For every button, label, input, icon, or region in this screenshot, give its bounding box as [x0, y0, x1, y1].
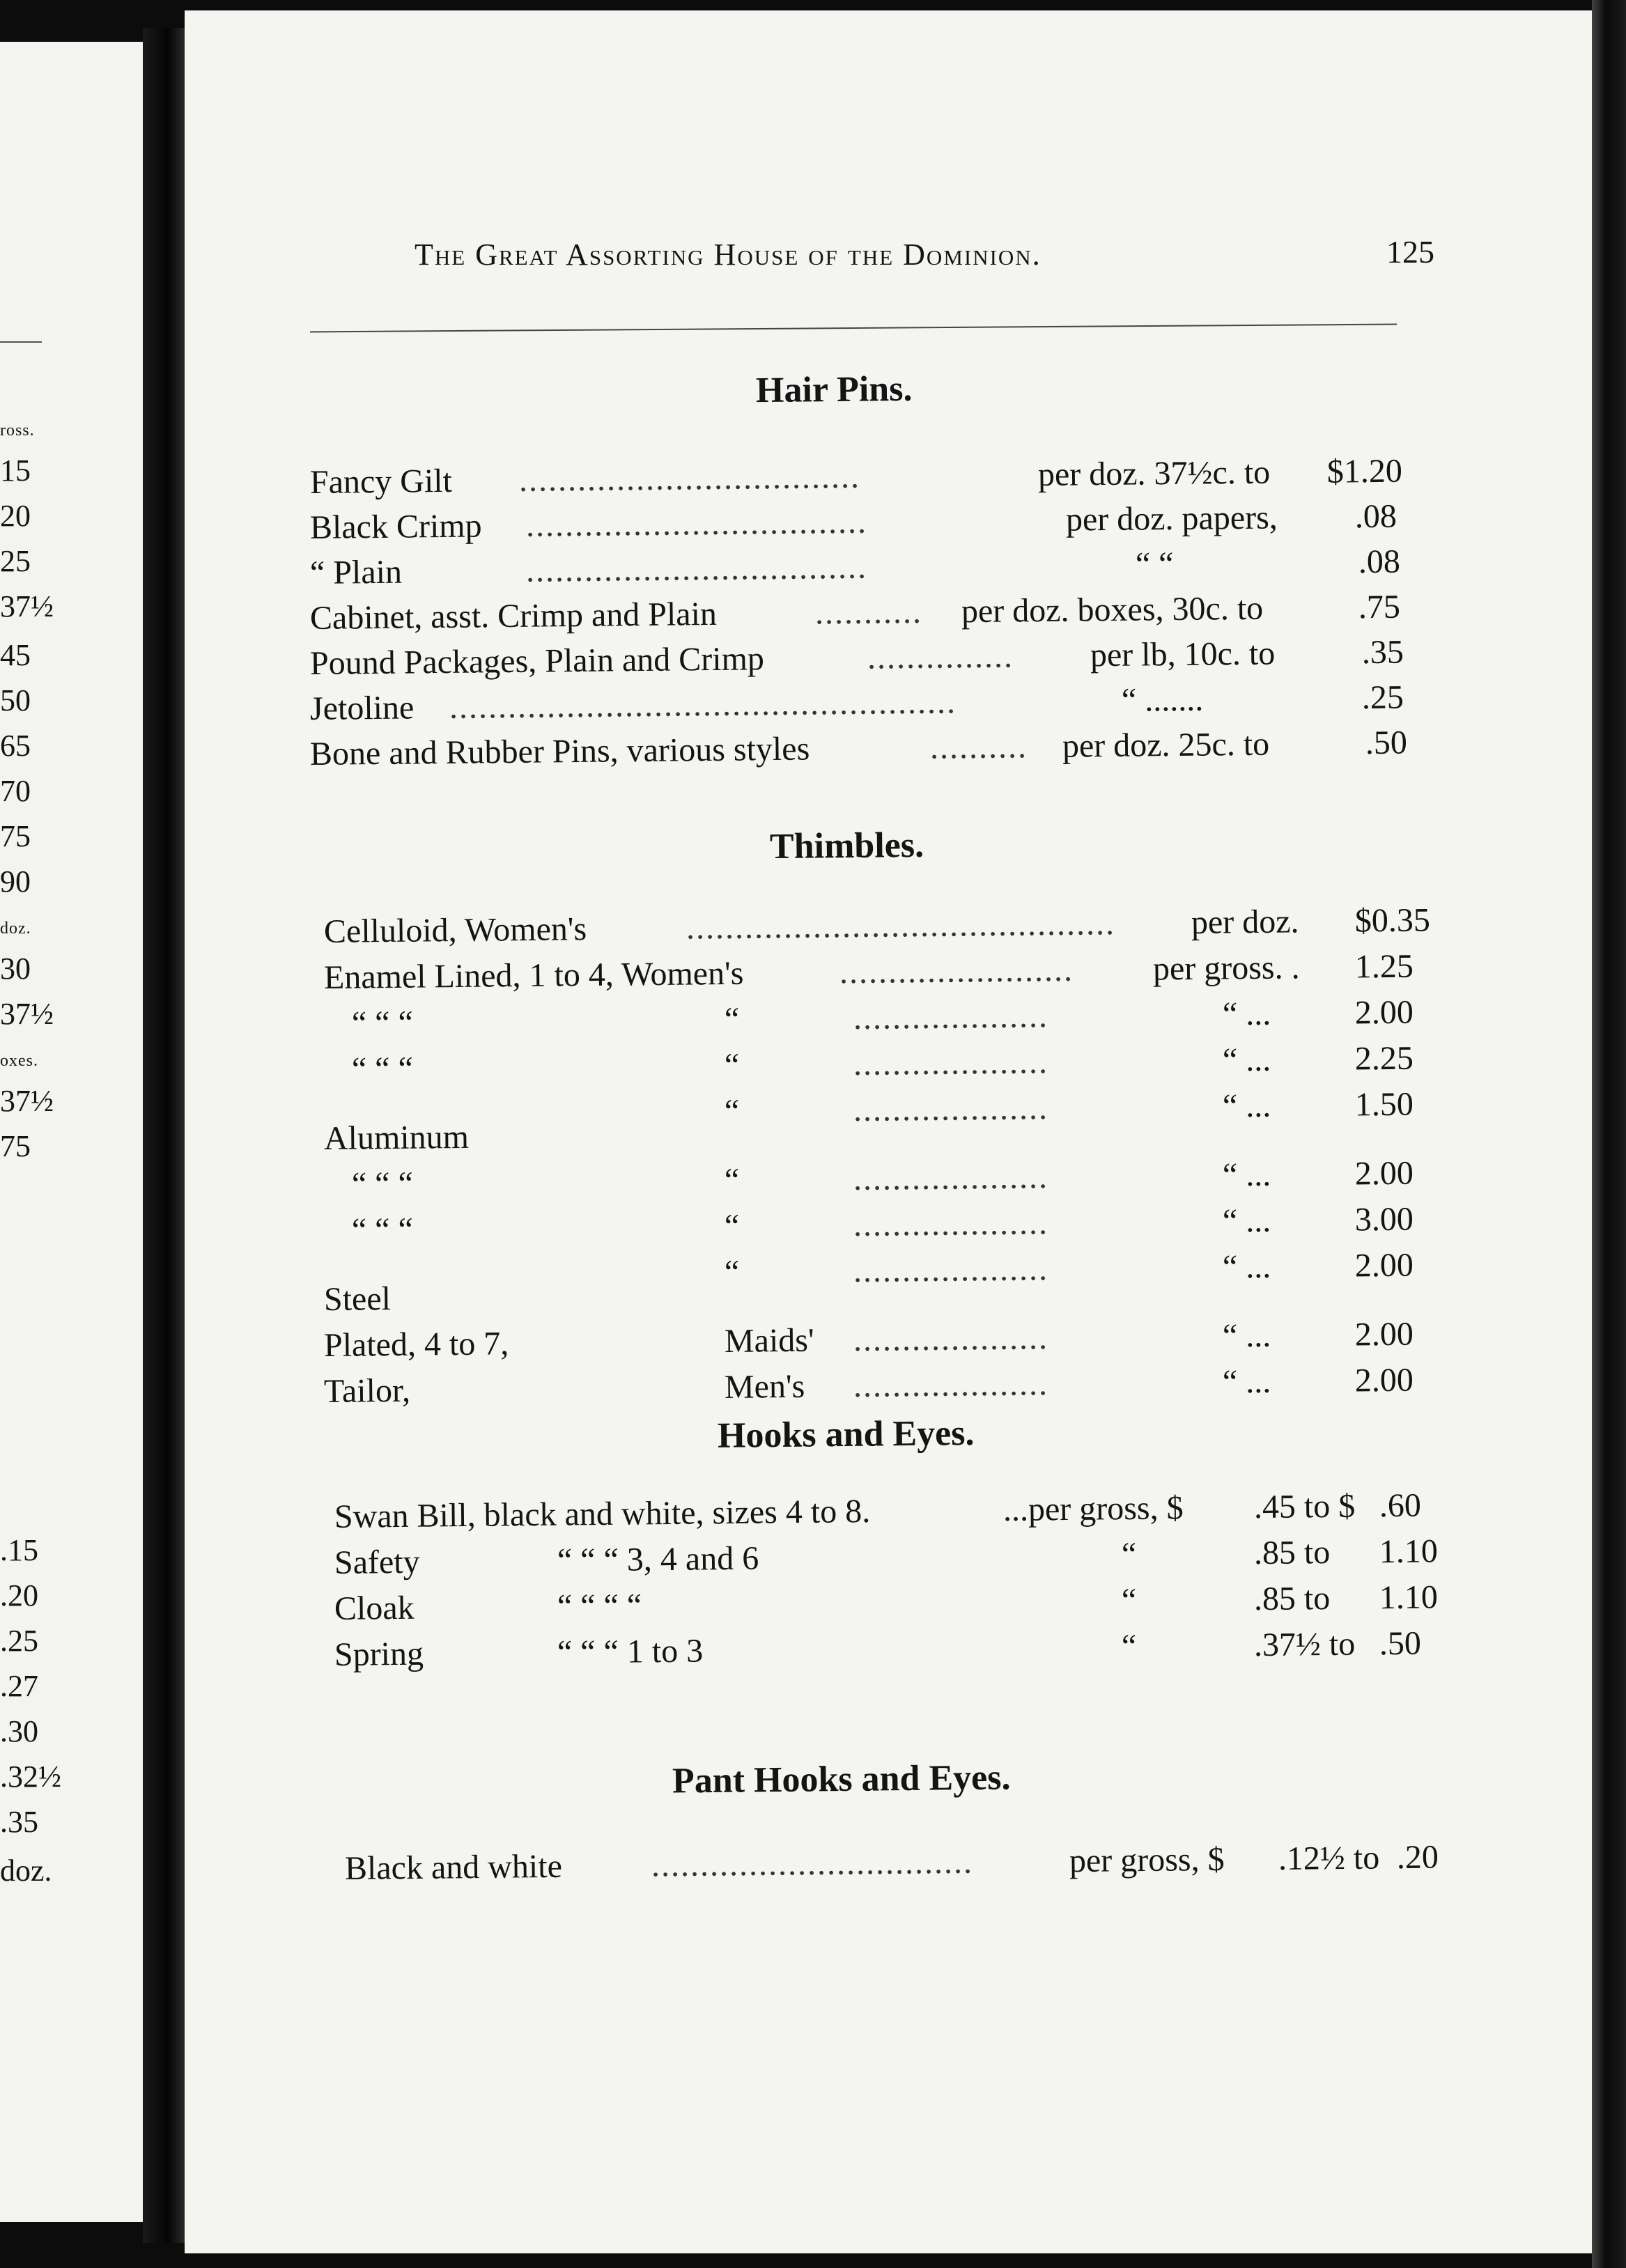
facing-page-value: .27 — [0, 1669, 38, 1703]
item-price: 2.00 — [1354, 1361, 1414, 1399]
item-unit: “ ... — [1222, 1041, 1271, 1079]
facing-page-value: 37½ — [0, 997, 54, 1031]
item-name: Cloak — [334, 1589, 415, 1627]
facing-page-edge — [0, 42, 143, 2222]
leader-dots: ............................................ — [686, 905, 1116, 947]
facing-page-value: .20 — [0, 1578, 38, 1613]
leader-dots: ................................... — [525, 503, 868, 544]
facing-page-value: 45 — [0, 638, 31, 672]
item-name: Spring — [334, 1635, 424, 1673]
facing-page-value: oxes. — [0, 1052, 38, 1070]
facing-page-value: doz. — [0, 1854, 52, 1888]
item-name: Black and white — [344, 1847, 563, 1887]
item-price: 2.00 — [1354, 1246, 1414, 1284]
item-name: Jetoline — [309, 689, 415, 727]
price-to: 1.10 — [1379, 1578, 1439, 1617]
facing-page-value: 50 — [0, 683, 31, 717]
facing-page-value: .15 — [0, 1533, 38, 1567]
item-price: 2.00 — [1354, 1154, 1414, 1193]
book-edge — [1592, 0, 1626, 2268]
item-name: Steel — [323, 1280, 392, 1318]
item-unit: per doz. boxes, 30c. to — [961, 589, 1264, 630]
facing-page-value: 25 — [0, 544, 31, 578]
item-unit: per doz. 25c. to — [1062, 725, 1270, 765]
item-unit: per gross, $ — [1069, 1840, 1225, 1880]
item-price: .25 — [1361, 678, 1404, 717]
item-unit: “ — [1121, 1627, 1137, 1665]
item-price: 2.00 — [1354, 993, 1414, 1032]
item-price: 1.25 — [1354, 947, 1414, 986]
item-name: Celluloid, Women's — [323, 910, 587, 950]
leader-dots: ............... — [867, 637, 1014, 676]
facing-page-value: 65 — [0, 729, 31, 763]
item-variant: “ — [724, 1092, 740, 1130]
leader-dots: .................... — [853, 997, 1049, 1037]
item-price: .75 — [1358, 588, 1401, 626]
item-variant: “ — [724, 1000, 740, 1038]
item-unit: “ “ — [1135, 545, 1174, 583]
facing-page-value: doz. — [0, 919, 31, 938]
facing-page-value: .30 — [0, 1714, 38, 1748]
leader-dots: .................... — [853, 1204, 1049, 1244]
item-name: Pound Packages, Plain and Crimp — [309, 640, 765, 682]
item-unit: “ — [1121, 1535, 1137, 1574]
facing-page-value: 15 — [0, 453, 31, 488]
item-variant: “ — [724, 1253, 740, 1291]
leader-dots: ................................... — [518, 458, 861, 499]
item-price: $1.20 — [1326, 452, 1403, 490]
price-to: .60 — [1379, 1486, 1422, 1525]
facing-page-value: ross. — [0, 421, 35, 440]
leader-dots: ........... — [814, 593, 923, 632]
section-title-thimbles: Thimbles. — [769, 825, 924, 867]
facing-page-value: 70 — [0, 774, 31, 808]
book-gutter — [143, 28, 185, 2243]
facing-page-value: 20 — [0, 499, 31, 533]
item-variant: “ — [724, 1207, 740, 1245]
item-unit: “ — [1121, 1581, 1137, 1620]
leader-dots: ........................ — [839, 951, 1074, 991]
section-title-hooks-and-eyes: Hooks and Eyes. — [717, 1413, 975, 1456]
item-name: Bone and Rubber Pins, various styles — [309, 730, 810, 772]
facing-page-value: 75 — [0, 1129, 31, 1163]
facing-page-value: .32½ — [0, 1760, 61, 1794]
leader-dots: .......... — [929, 728, 1028, 766]
item-unit: “ ... — [1222, 995, 1271, 1033]
price-from: .37½ to — [1253, 1625, 1356, 1664]
leader-dots: .................... — [853, 1319, 1049, 1359]
item-price: 2.00 — [1354, 1315, 1414, 1353]
item-name: Safety — [334, 1543, 420, 1581]
price-from: .12½ to — [1278, 1839, 1380, 1877]
item-price: .50 — [1365, 724, 1408, 762]
item-name: Plated, 4 to 7, — [323, 1325, 509, 1364]
section-title-hair-pins: Hair Pins. — [755, 368, 913, 411]
item-name: Swan Bill, black and white, sizes 4 to 8. — [334, 1492, 871, 1535]
facing-page-value: 90 — [0, 864, 31, 899]
item-unit: “ ... — [1222, 1156, 1271, 1194]
price-to: .20 — [1396, 1838, 1439, 1877]
item-unit: per gross. . — [1152, 949, 1300, 988]
item-price: .08 — [1354, 497, 1397, 536]
item-price: .08 — [1358, 543, 1401, 581]
facing-page-value: .35 — [0, 1805, 38, 1839]
leader-dots: ................................... — [525, 548, 868, 589]
item-name: Enamel Lined, 1 to 4, Women's — [323, 954, 744, 996]
item-unit: “ ... — [1222, 1362, 1271, 1401]
leader-dots: ................................. — [651, 1843, 974, 1884]
item-variant: Maids' — [724, 1321, 814, 1360]
item-price: $0.35 — [1354, 901, 1431, 940]
running-header — [240, 230, 1434, 272]
price-from: .45 to $ — [1253, 1487, 1356, 1526]
item-unit: “ ....... — [1121, 681, 1204, 719]
item-name: “ “ “ — [351, 1165, 414, 1203]
item-name: Fancy Gilt — [309, 462, 453, 501]
price-from: .85 to — [1253, 1534, 1331, 1572]
item-unit: “ ... — [1222, 1316, 1271, 1355]
item-variant: Men's — [724, 1367, 805, 1406]
leader-dots: .................... — [853, 1250, 1049, 1290]
item-unit: per lb, 10c. to — [1090, 635, 1276, 674]
facing-page-rule — [0, 341, 42, 343]
item-price: .35 — [1361, 633, 1404, 671]
item-variant: “ — [724, 1046, 740, 1084]
section-title-pant-hooks: Pant Hooks and Eyes. — [672, 1757, 1011, 1801]
facing-page-value: 30 — [0, 952, 31, 986]
item-name: Aluminum — [323, 1118, 470, 1157]
facing-page-value: 37½ — [0, 589, 54, 623]
item-variant: “ “ “ “ — [557, 1587, 642, 1625]
item-unit: ...per gross, $ — [1002, 1489, 1184, 1528]
price-to: 1.10 — [1379, 1532, 1439, 1571]
item-variant: “ — [724, 1161, 740, 1199]
item-name: “ Plain — [309, 553, 403, 591]
item-name: “ “ “ — [351, 1004, 414, 1042]
item-name: Cabinet, asst. Crimp and Plain — [309, 595, 718, 637]
item-unit: per doz. 37½c. to — [1037, 453, 1271, 494]
item-unit: “ ... — [1222, 1248, 1271, 1286]
leader-dots: .................................................... — [449, 683, 957, 726]
item-variant: “ “ “ 3, 4 and 6 — [557, 1539, 759, 1579]
facing-page-value: .25 — [0, 1624, 38, 1658]
item-price: 1.50 — [1354, 1085, 1414, 1124]
running-title: The Great Assorting House of the Dominion. — [415, 238, 1042, 272]
page-number: 125 — [1386, 234, 1434, 270]
leader-dots: .................... — [853, 1089, 1049, 1129]
item-name: Tailor, — [323, 1372, 411, 1410]
price-from: .85 to — [1253, 1580, 1331, 1618]
item-name: “ “ “ — [351, 1050, 414, 1088]
item-unit: “ ... — [1222, 1087, 1271, 1125]
item-unit: per doz. papers, — [1065, 499, 1278, 538]
facing-page-value: 37½ — [0, 1084, 54, 1118]
leader-dots: .................... — [853, 1158, 1049, 1198]
item-price: 3.00 — [1354, 1200, 1414, 1238]
item-variant: “ “ “ 1 to 3 — [557, 1632, 704, 1671]
item-price: 2.25 — [1354, 1039, 1414, 1078]
price-to: .50 — [1379, 1624, 1422, 1663]
leader-dots: .................... — [853, 1043, 1049, 1083]
facing-page-value: 75 — [0, 819, 31, 853]
leader-dots: .................... — [853, 1365, 1049, 1405]
item-name: “ “ “ — [351, 1211, 414, 1249]
item-name: Black Crimp — [309, 507, 482, 546]
item-unit: “ ... — [1222, 1202, 1271, 1240]
item-unit: per doz. — [1191, 903, 1299, 941]
